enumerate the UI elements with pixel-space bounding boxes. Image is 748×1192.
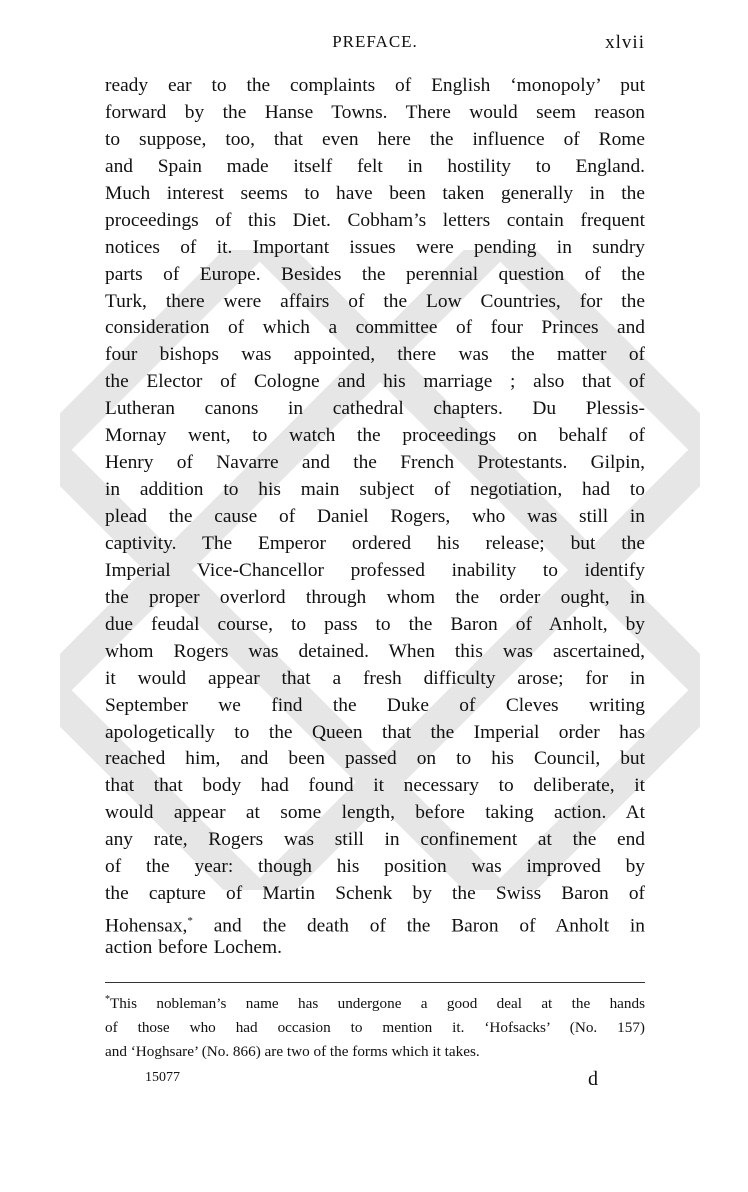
text-line: ready ear to the complaints of English ‘monopoly’ put bbox=[105, 75, 645, 96]
text-line: notices of it. Important issues were pending in sundry bbox=[105, 236, 645, 258]
text-line: the proper overlord through whom the order ought, in bbox=[105, 586, 645, 608]
text-line: consideration of which a committee of four Princes and bbox=[105, 317, 645, 339]
footnote-text: This nobleman’s name has undergone a good deal at the hands bbox=[110, 995, 645, 1012]
text-line-with-footnote-ref bbox=[105, 908, 645, 935]
text-line: reached him, and been passed on to his Council, but bbox=[105, 748, 645, 770]
text-line: of the year: though his position was improved by bbox=[105, 856, 645, 878]
text-line: Imperial Vice-Chancellor professed inability to identify bbox=[105, 559, 645, 581]
footnote-ref-marker: * bbox=[187, 915, 193, 928]
text-line: apologetically to the Queen that the Imperial order has bbox=[105, 721, 645, 743]
text-line: proceedings of this Diet. Cobham’s letters contain frequent bbox=[105, 209, 645, 231]
sheet-signature-letter: d bbox=[588, 1068, 598, 1090]
text-line: four bishops was appointed, there was the matter of bbox=[105, 344, 645, 366]
text-line: and Spain made itself felt in hostility to England. bbox=[105, 155, 645, 177]
footnote-line bbox=[105, 992, 645, 1016]
body-text bbox=[105, 73, 645, 962]
footnote-marker: * bbox=[105, 993, 110, 1005]
text-line: parts of Europe. Besides the perennial question of the bbox=[105, 263, 645, 285]
text-line: in addition to his main subject of negotiation, had to bbox=[105, 479, 645, 501]
printer-signature: 15077 bbox=[145, 1070, 180, 1085]
page-number: xlvii bbox=[605, 32, 645, 53]
footnote-line: of those who had occasion to mention it. ‘Hofsacks’ (No. 157) bbox=[105, 1019, 645, 1036]
text-line: September we find the Duke of Cleves writing bbox=[105, 694, 645, 716]
text-line: plead the cause of Daniel Rogers, who was still in bbox=[105, 506, 645, 527]
footnote bbox=[105, 992, 645, 1064]
text-line: to suppose, too, that even here the influence of Rome bbox=[105, 128, 645, 150]
footnote-divider bbox=[105, 982, 645, 983]
text-line: Henry of Navarre and the French Protestants. Gilpin, bbox=[105, 452, 645, 474]
text-line: it would appear that a fresh difficulty arose; for in bbox=[105, 667, 645, 689]
text-line: Mornay went, to watch the proceedings on behalf of bbox=[105, 425, 645, 447]
footnote-line: and ‘Hoghsare’ (No. 866) are two of the forms which it takes. bbox=[105, 1043, 480, 1060]
text-fragment: and the death of the Baron of Anholt in bbox=[192, 915, 645, 937]
text-line: due feudal course, to pass to the Baron of Anholt, by bbox=[105, 613, 645, 635]
text-line: captivity. The Emperor ordered his release; but the bbox=[105, 532, 645, 554]
text-line: would appear at some length, before taking action. At bbox=[105, 802, 645, 824]
text-fragment: Hohensax, bbox=[105, 915, 188, 937]
text-line: action before Lochem. bbox=[105, 937, 282, 958]
text-line: Turk, there were affairs of the Low Countries, for the bbox=[105, 290, 645, 312]
text-line: the capture of Martin Schenk by the Swiss Baron of bbox=[105, 883, 645, 905]
text-line: that that body had found it necessary to deliberate, it bbox=[105, 775, 645, 797]
running-head bbox=[105, 30, 645, 60]
text-line: forward by the Hanse Towns. There would seem reason bbox=[105, 101, 645, 123]
text-line: whom Rogers was detained. When this was ascertained, bbox=[105, 640, 645, 662]
text-line: the Elector of Cologne and his marriage ; also that of bbox=[105, 371, 645, 393]
text-line: Much interest seems to have been taken generally in the bbox=[105, 182, 645, 204]
text-line: any rate, Rogers was still in confinement at the end bbox=[105, 829, 645, 851]
page-title: PREFACE. bbox=[332, 32, 418, 51]
text-line: Lutheran canons in cathedral chapters. Du Plessis- bbox=[105, 398, 645, 420]
